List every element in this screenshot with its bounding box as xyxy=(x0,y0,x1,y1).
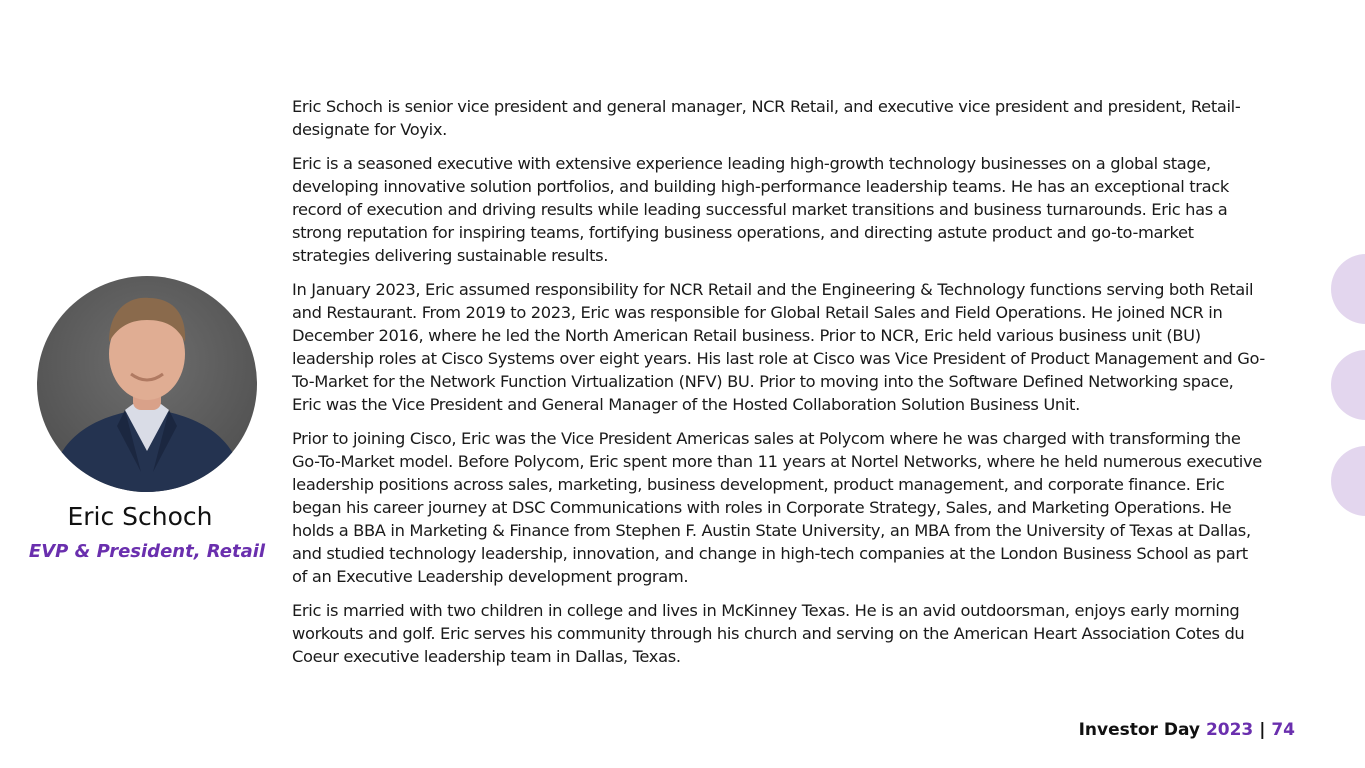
profile-title: EVP & President, Retail xyxy=(28,541,266,562)
footer xyxy=(1079,720,1295,740)
bio-paragraph: Eric Schoch is senior vice president and general manager, NCR Retail, and executive vice president and president, Retail-designate for Voyix. xyxy=(292,97,1241,139)
profile-photo xyxy=(37,276,257,492)
decor-circle-middle xyxy=(1331,350,1365,420)
footer-year: 2023 xyxy=(1205,720,1254,740)
bio-paragraph: Eric is a seasoned executive with extensive experience leading high-growth technology businesses on a global stage, developing innovative solution portfolios, and building high-performance leadership teams. He has an exceptional track record of execution and driving results while leading successful market transitions and business turnarounds. Eric has a strong reputation for inspiring teams, fortifying business operations, and directing astute product and go-to-market strategies delivering sustainable results. xyxy=(292,154,1229,265)
page-number: 74 xyxy=(1271,720,1295,740)
profile-name: Eric Schoch xyxy=(67,502,213,531)
bio-text xyxy=(292,95,1267,679)
bio-paragraph: In January 2023, Eric assumed responsibility for NCR Retail and the Engineering & Technology functions serving both Retail and Restaurant. From 2019 to 2023, Eric was responsible for Global Retail Sales and Field Operations. He joined NCR in December 2016, where he led the North American Retail business. Prior to NCR, Eric held various business unit (BU) leadership roles at Cisco Systems over eight years. His last role at Cisco was Vice President of Product Management and Go-To-Market for the Network Function Virtualization (NFV) BU. Prior to moving into the Software Defined Networking space, Eric was the Vice President and General Manager of the Hosted Collaboration Solution Business Unit. xyxy=(292,280,1265,414)
footer-separator: | xyxy=(1259,720,1266,740)
bio-paragraph: Prior to joining Cisco, Eric was the Vice President Americas sales at Polycom where he was charged with transforming the Go-To-Market model. Before Polycom, Eric spent more than 11 years at Nortel Networks, where he held numerous executive leadership positions across sales, marketing, business development, product management, and corporate finance. Eric began his career journey at DSC Communications with roles in Corporate Strategy, Sales, and Marketing Operations. He holds a BBA in Marketing & Finance from Stephen F. Austin State University, an MBA from the University of Texas at Dallas, and studied technology leadership, innovation, and change in high-tech companies at the London Business School as part of an Executive Leadership development program. xyxy=(292,429,1262,586)
decor-circle-top xyxy=(1331,254,1365,324)
footer-label: Investor Day xyxy=(1078,720,1201,740)
person-silhouette-icon xyxy=(37,276,257,492)
decor-circle-bottom xyxy=(1331,446,1365,516)
bio-paragraph: Eric is married with two children in college and lives in McKinney Texas. He is an avid outdoorsman, enjoys early morning workouts and golf. Eric serves his community through his church and serving on the American Heart Association Cotes du Coeur executive leadership team in Dallas, Texas. xyxy=(292,601,1245,666)
